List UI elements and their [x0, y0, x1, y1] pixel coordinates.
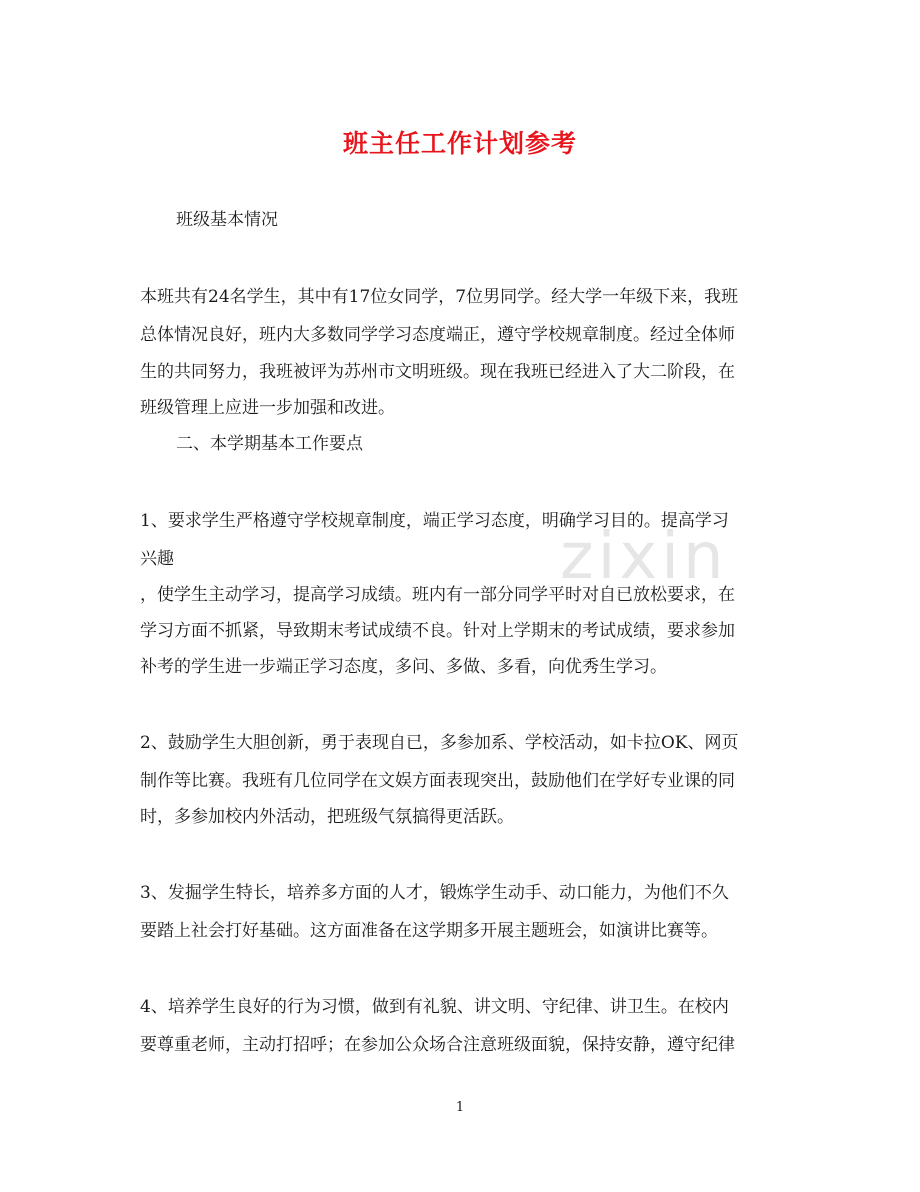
paragraph-line: 学习方面不抓紧，导致期末考试成绩不良。针对上学期末的考试成绩，要求参加	[140, 621, 735, 641]
watermark: zixin	[560, 520, 728, 594]
paragraph-line: 1、要求学生严格遵守学校规章制度，端正学习态度，明确学习目的。提高学习	[140, 511, 729, 531]
paragraph-line: 总体情况良好，班内大多数同学学习态度端正，遵守学校规章制度。经过全体师	[140, 325, 735, 345]
paragraph-line: 4、培养学生良好的行为习惯，做到有礼貌、讲文明、守纪律、讲卫生。在校内	[140, 997, 729, 1017]
paragraph-line: 要踏上社会打好基础。这方面准备在这学期多开展主题班会，如演讲比赛等。	[140, 921, 718, 941]
paragraph-line: 要尊重老师，主动打招呼；在参加公众场合注意班级面貌，保持安静，遵守纪律	[140, 1035, 735, 1055]
paragraph-line: 班级管理上应进一步加强和改进。	[140, 398, 395, 418]
paragraph-line: 兴趣	[140, 549, 174, 569]
page-number: 1	[455, 1100, 465, 1115]
section-heading: 班级基本情况	[176, 210, 278, 230]
paragraph-line: 3、发掘学生特长，培养多方面的人才，锻炼学生动手、动口能力，为他们不久	[140, 883, 729, 903]
paragraph-line: 补考的学生进一步端正学习态度，多问、多做、多看，向优秀生学习。	[140, 657, 667, 677]
document-title: 班主任工作计划参考	[342, 129, 577, 158]
paragraph-line: ，使学生主动学习，提高学习成绩。班内有一部分同学平时对自已放松要求，在	[140, 585, 735, 605]
paragraph-line: 本班共有24名学生，其中有17位女同学，7位男同学。经大学一年级下来，我班	[140, 287, 739, 307]
paragraph-line: 生的共同努力，我班被评为苏州市文明班级。现在我班已经进入了大二阶段，在	[140, 362, 735, 382]
paragraph-line: 时，多参加校内外活动，把班级气氛搞得更活跃。	[140, 807, 514, 827]
section-heading: 二、本学期基本工作要点	[176, 434, 363, 454]
paragraph-line: 制作等比赛。我班有几位同学在文娱方面表现突出，鼓励他们在学好专业课的同	[140, 771, 735, 791]
paragraph-line: 2、鼓励学生大胆创新，勇于表现自已，多参加系、学校活动，如卡拉OK、网页	[140, 733, 739, 753]
